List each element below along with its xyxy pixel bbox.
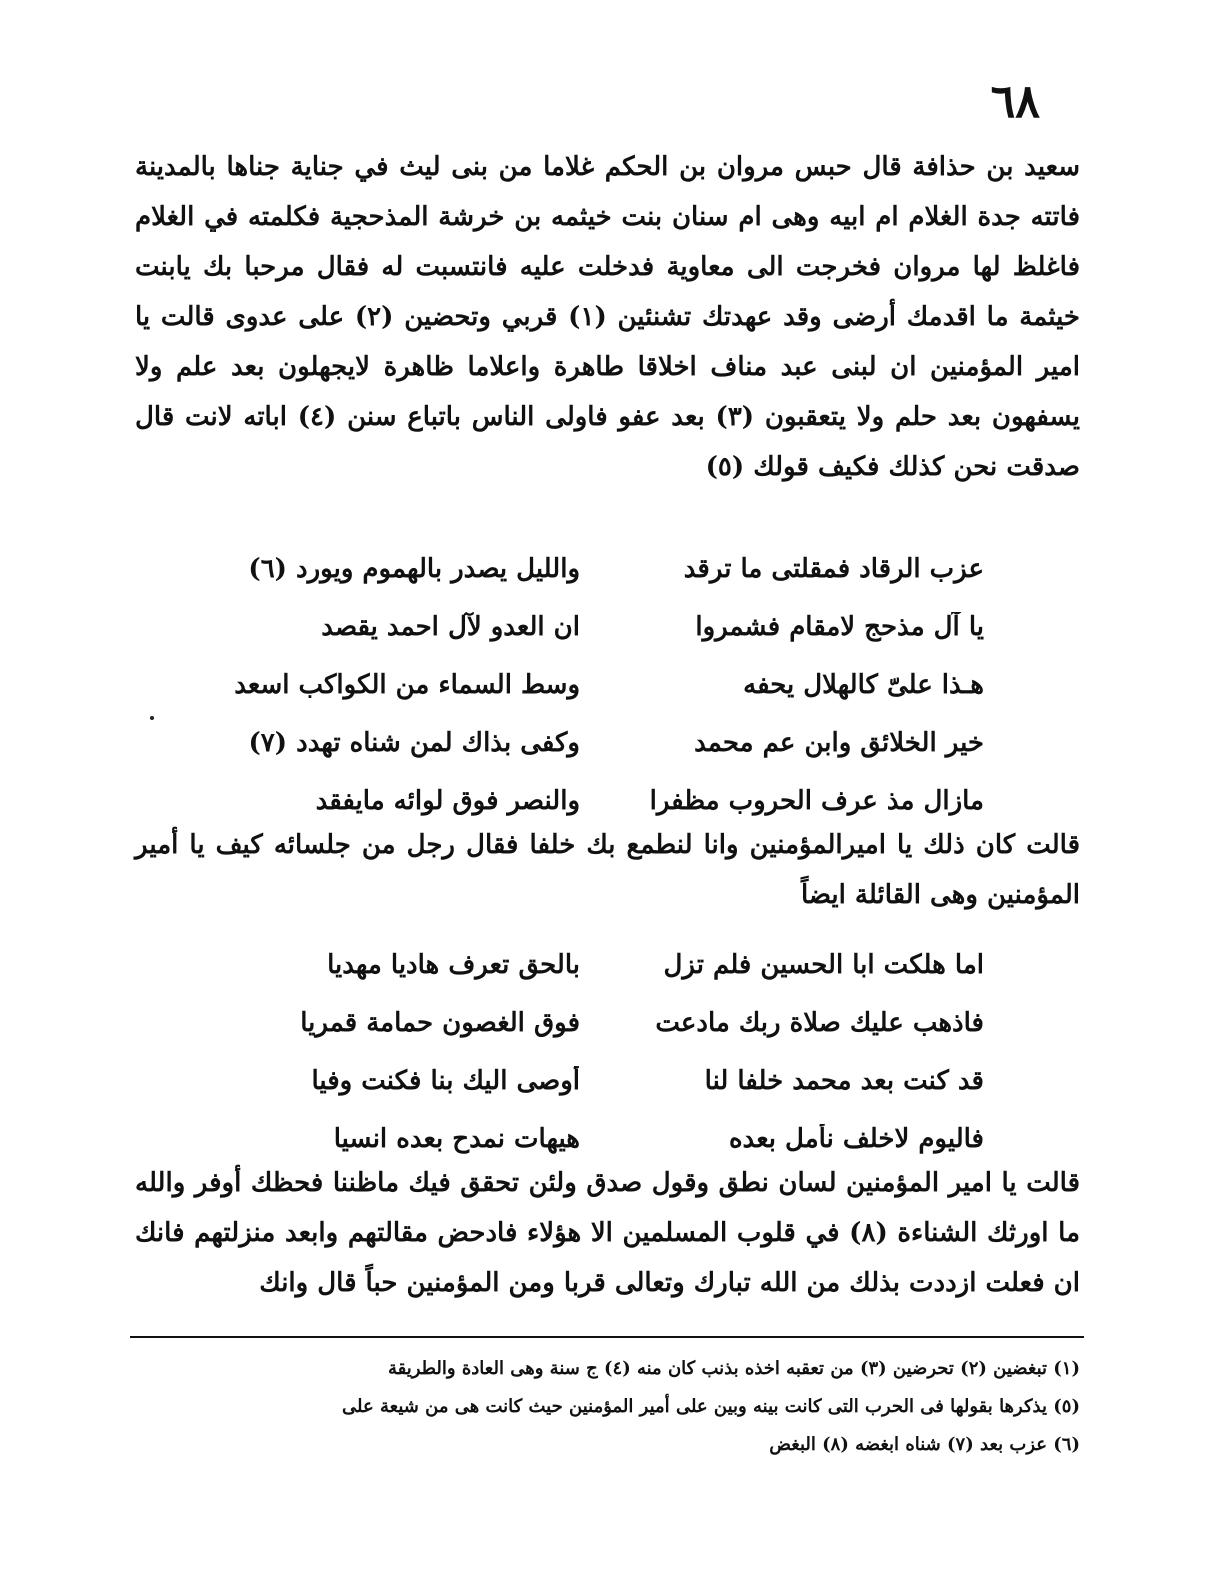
footnotes xyxy=(135,1350,1080,1464)
prose-paragraph-1 xyxy=(135,142,1080,492)
paragraph-text: سعيد بن حذافة قال حبس مروان بن الحكم غلاما من بنى ليث في جناية جناها بالمدينة فاتته جدة الغلام ام ابيه وهى ام سنان بنت خيثمه بن خرشة المذحجية فكلمته في الغلام فاغلظ لها مروان فخرجت الى معاوية فدخلت عليه فانتسبت له فقال مرحبا بك يابنت خيثمة ما اقدمك أرضى وقد عهدتك تشنئين (١) قربي وتحضين (٢) على عدوى قالت يا امير المؤمنين ان لبنى عبد مناف اخلاقا طاهرة واعلاما ظاهرة لايجهلون بعد علم ولا يسفهون بعد حلم ولا يتعقبون (٣) بعد عفو فاولى الناس باتباع سنن (٤) اباته لانت قال صدقت نحن كذلك فكيف قولك (٥) xyxy=(135,152,1080,482)
verse-first-hemistich: مازال مذ عرف الحروب مظفرا xyxy=(649,786,984,816)
poem-verse xyxy=(220,994,984,1052)
verse-second-hemistich: والليل يصدر بالهموم ويورد (٦) xyxy=(248,554,580,584)
poem-verse xyxy=(220,936,984,994)
verse-second-hemistich: أوصى اليك بنا فكنت وفيا xyxy=(311,1066,580,1096)
poem-verse xyxy=(220,598,984,656)
verse-second-hemistich: بالحق تعرف هاديا مهديا xyxy=(327,950,580,980)
paragraph-text: قالت كان ذلك يا اميرالمؤمنين وانا لنطمع بك خلفا فقال رجل من جلسائه كيف يا أمير المؤمنين وهى القائلة ايضاً xyxy=(135,830,1080,910)
footnote-line: (٥) يذكرها بقولها فى الحرب التى كانت بينه وبين على أمير المؤمنين حيث كانت هى من شيعة على xyxy=(342,1396,1080,1417)
verse-first-hemistich: اما هلكت ابا الحسين فلم تزل xyxy=(663,950,984,980)
verse-second-hemistich: ان العدو لآل احمد يقصد xyxy=(321,612,580,642)
verse-first-hemistich: قد كنت بعد محمد خلفا لنا xyxy=(704,1066,984,1096)
verse-first-hemistich: خير الخلائق وابن عم محمد xyxy=(694,728,984,758)
verse-second-hemistich: وسط السماء من الكواكب اسعد xyxy=(234,670,580,700)
poem-verse xyxy=(220,714,984,772)
verse-second-hemistich: وكفى بذاك لمن شناه تهدد (٧) xyxy=(248,728,580,758)
verse-second-hemistich: هيهات نمدح بعده انسيا xyxy=(333,1124,580,1154)
poem-verse xyxy=(220,1052,984,1110)
page-number: ٦٨ xyxy=(990,74,1040,128)
verse-first-hemistich: هـذا علىّ كالهلال يحفه xyxy=(743,670,984,700)
footnote-line: (١) تبغضين (٢) تحرضين (٣) من تعقبه اخذه بذنب كان منه (٤) ج سنة وهى العادة والطريقة xyxy=(387,1358,1080,1379)
verse-second-hemistich: فوق الغصون حمامة قمريا xyxy=(300,1008,580,1038)
poem-2 xyxy=(220,936,984,1168)
prose-paragraph-3 xyxy=(135,1158,1080,1308)
footnote-line: (٦) عزب بعد (٧) شناه ابغضه (٨) البغض xyxy=(769,1434,1080,1455)
footnote-divider xyxy=(130,1336,1084,1338)
paragraph-text: قالت يا امير المؤمنين لسان نطق وقول صدق ولئن تحقق فيك ماظننا فحظك أوفر والله ما اورثك الشناءة (٨) في قلوب المسلمين الا هؤلاء فادحض مقالتهم وابعد منزلتهم فانك ان فعلت ازددت بذلك من الله تبارك وتعالى قربا ومن المؤمنين حباً قال وانك xyxy=(135,1168,1080,1298)
poem-verse xyxy=(220,540,984,598)
poem-verse xyxy=(220,656,984,714)
prose-paragraph-2 xyxy=(135,820,1080,920)
verse-second-hemistich: والنصر فوق لوائه مايفقد xyxy=(315,786,580,816)
verse-first-hemistich: عزب الرقاد فمقلتى ما ترقد xyxy=(683,554,984,584)
scan-speck xyxy=(150,716,154,720)
verse-first-hemistich: يا آل مذحج لامقام فشمروا xyxy=(695,612,984,642)
verse-first-hemistich: فاذهب عليك صلاة ربك مادعت xyxy=(655,1008,984,1038)
poem-1 xyxy=(220,540,984,830)
verse-first-hemistich: فاليوم لاخلف نأمل بعده xyxy=(728,1124,984,1154)
